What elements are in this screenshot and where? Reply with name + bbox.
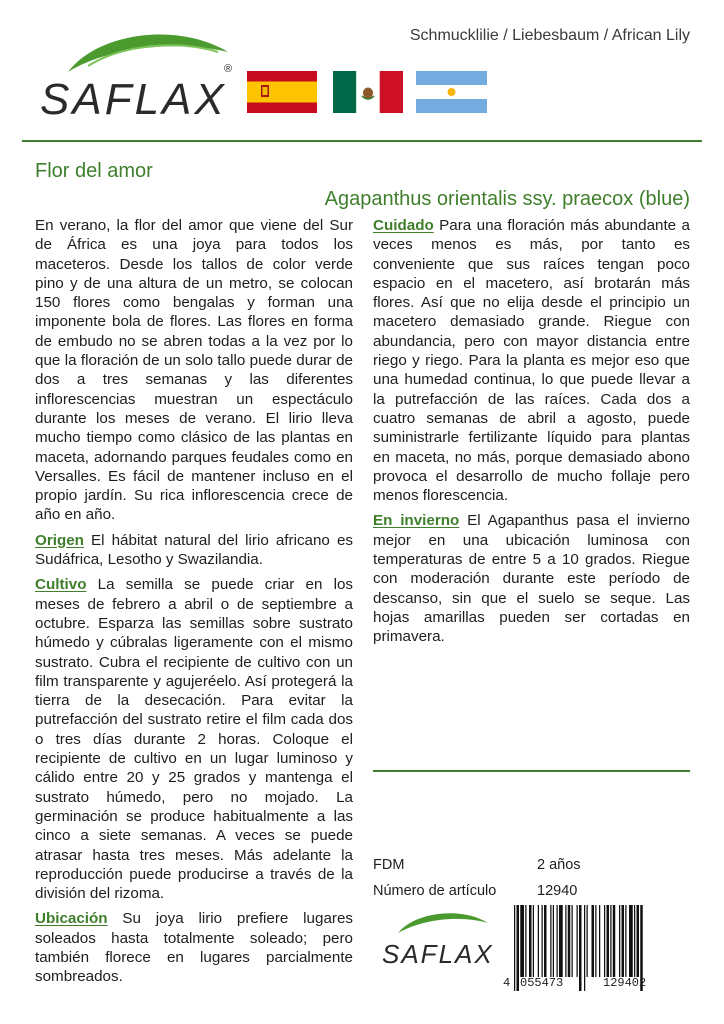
section-origen xyxy=(35,531,353,570)
origen-heading: Origen xyxy=(35,531,84,549)
invierno-text: El Agapanthus pasa el invierno mejor en una ubicación luminosa con temperaturas de entre 5 a 10 grados. Riegue con moderación durante este período de descanso, sin que el suelo se seque. Las hojas amarillas pueden ser cortadas en primavera. xyxy=(373,512,690,646)
fdm-label: FDM xyxy=(373,857,405,873)
ubicacion-text: Su joya lirio prefiere lugares soleados hasta totalmente soleado; pero también florece en lugares parcialmente sombreados. xyxy=(35,910,353,986)
barcode-bar xyxy=(520,905,524,977)
barcode-digits-middle: 055473 xyxy=(520,976,564,990)
barcode-bar xyxy=(599,905,600,977)
botanical-name: Agapanthus orientalis ssy. praecox (blue) xyxy=(324,188,690,210)
barcode-bar xyxy=(625,905,626,977)
header-divider xyxy=(22,140,702,142)
barcode-bar xyxy=(587,905,588,977)
barcode-bar xyxy=(544,905,547,977)
barcode-bar xyxy=(525,905,526,977)
intro-paragraph: En verano, la flor del amor que viene del Sur de África es una joya para todos los maceteros. Desde los tallos de color verde pino y de una altura de un metro, se colocan 150 flores como bengalas y forman una imponente bola de flores. Las flores en forma de embudo no se abren todas a la vez por lo que la floración de un solo tallo puede durar de dos a tres semanas y las diferentes inflorescencias muestran un espectáculo durante los meses de verano. El lirio lleva mucho tiempo como clásico de las plantas en maceta, adornando parques feudales como en Versalles. Es fácil de mantener incluso en el propio jardín. Su rica inflorescencia crece de año en año. xyxy=(35,217,353,524)
saflax-footer-logo xyxy=(378,905,498,970)
barcode-bar xyxy=(538,905,539,977)
barcode-bar xyxy=(557,905,558,977)
saflax-logo xyxy=(28,22,243,122)
barcode-bar xyxy=(607,905,610,977)
barcode-bar xyxy=(517,905,520,991)
barcode-digits-last: 129402 xyxy=(603,976,647,990)
barcode-bar xyxy=(629,905,633,977)
article-number-value: 12940 xyxy=(537,883,578,899)
barcode-bar xyxy=(637,905,640,977)
barcode-bar xyxy=(542,905,543,977)
left-text-column xyxy=(35,216,353,993)
barcode-bar xyxy=(592,905,595,977)
origen-text: El hábitat natural del lirio africano es Sudáfrica, Lesotho y Swazilandia. xyxy=(35,531,353,569)
product-title: Flor del amor xyxy=(35,160,153,182)
article-number-label: Número de artículo xyxy=(373,883,497,899)
ubicacion-heading: Ubicación xyxy=(35,910,108,928)
barcode-bar xyxy=(610,905,611,977)
cuidado-heading: Cuidado xyxy=(373,217,434,234)
cultivo-text: La semilla se puede criar en los meses de febrero a abril o de septiembre a octubre. Esparza las semillas sobre sustrato húmedo y cúbralas ligeramente con el mismo sustrato. Cubra el recipiente de cultivo con un film transparente y agujeréelo. Así protegerá la tierra de la desecación. Para evitar la putrefacción del sustrato retire el film cada dos o tres días durante 2 horas. Coloque el recipiente de cultivo en un lugar luminoso y cálido entre 20 y 25 grados y mantenga el sustrato húmedo, pero no mojado. La germinación se produce habitualmente a las cinco a siete semanas. A veces se puede atrasar hasta tres meses. Más adelante la reproducción puede producirse a través de la división del rizoma. xyxy=(35,576,353,903)
argentina-flag xyxy=(416,71,487,113)
barcode-bar xyxy=(514,905,515,991)
barcode-bar xyxy=(604,905,605,977)
barcode-bar xyxy=(533,905,534,977)
barcode-bar xyxy=(634,905,635,977)
barcode-digit-first: 4 xyxy=(503,976,511,990)
barcode-bar xyxy=(529,905,532,977)
logo-wordmark: SAFLAX xyxy=(40,75,227,122)
barcode-bar xyxy=(595,905,596,977)
cultivo-heading: Cultivo xyxy=(35,576,87,594)
barcode-bar xyxy=(622,905,625,977)
common-names-header: Schmucklilie / Liebesbaum / African Lily xyxy=(409,27,690,44)
barcode-bar xyxy=(619,905,620,977)
mexico-flag xyxy=(333,71,403,113)
barcode-bar xyxy=(572,905,573,977)
barcode-bar xyxy=(584,905,585,991)
right-text-column xyxy=(373,216,690,653)
barcode-bar xyxy=(559,905,563,977)
footer-logo-wordmark: SAFLAX xyxy=(382,939,494,969)
section-cuidado xyxy=(373,216,690,505)
invierno-heading: En invierno xyxy=(373,512,460,530)
barcode-bar xyxy=(553,905,554,977)
barcode-bar xyxy=(568,905,571,977)
spain-flag xyxy=(247,71,317,113)
barcode-bar xyxy=(565,905,566,977)
barcode-bar xyxy=(613,905,616,977)
barcode-bar xyxy=(579,905,582,991)
barcode-bar xyxy=(550,905,551,977)
cuidado-text: Para una floración más abundante a veces menos es más, por tanto es conveniente que sus raíces tengan poco espacio en el macetero, así brotarán más flores. Así que no elija desde el principio un macetero demasiado grande. Riegue con abundancia, pero con mayor distancia entre riego y riego. Para la planta es mejor eso que una humedad continua, lo que puede llevar a la putrefacción de las raíces. Cada dos a cuatro semanas de abril a agosto, puede suministrarle fertilizante líquido para plantas en maceta, no más, porque demasiado abono provoca el desarrollo de mucho follaje pero menos florescencia. xyxy=(373,217,690,505)
section-cultivo xyxy=(35,575,353,903)
fdm-value: 2 años xyxy=(537,857,581,873)
section-ubicacion xyxy=(35,909,353,986)
section-invierno xyxy=(373,511,690,646)
registered-mark: ® xyxy=(224,63,233,75)
footer-divider xyxy=(373,770,690,772)
barcode-bar xyxy=(577,905,578,977)
